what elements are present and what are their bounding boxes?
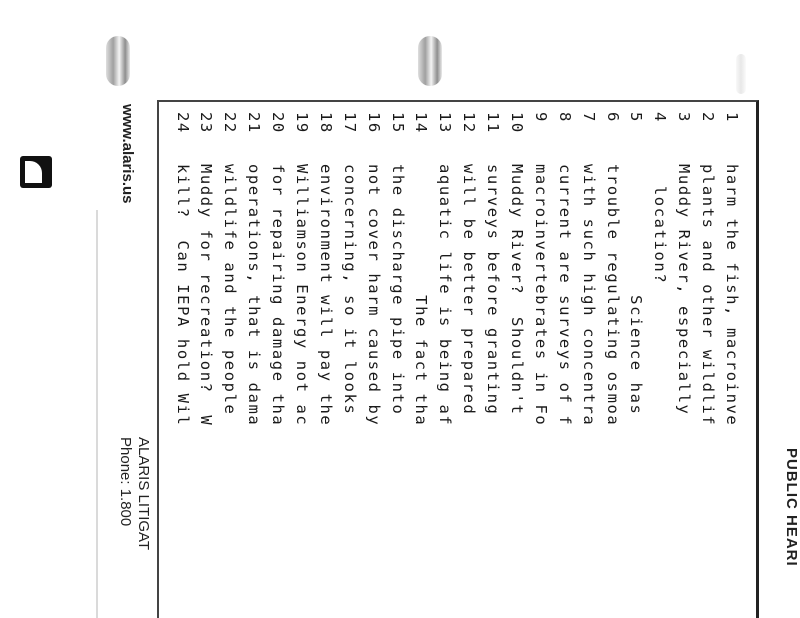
line-text: Muddy River? Shouldn't — [507, 164, 526, 416]
line-number: 10 — [507, 112, 526, 134]
line-text: current are surveys of f — [555, 164, 574, 427]
firm-website-link[interactable]: www.alaris.us — [119, 104, 136, 204]
transcript-line — [480, 112, 504, 426]
transcript-line — [361, 112, 385, 426]
line-number: 9 — [531, 112, 550, 123]
transcript-line — [289, 112, 313, 426]
binder-hole — [736, 54, 746, 94]
line-text: location? — [651, 164, 670, 285]
line-number: 15 — [388, 112, 407, 134]
transcript-line — [647, 112, 671, 426]
line-text: operations, that is dama — [245, 164, 264, 427]
firm-phone: Phone: 1.800 — [117, 437, 134, 527]
transcript-line — [671, 112, 695, 426]
line-number: 2 — [699, 112, 718, 123]
line-number: 8 — [555, 112, 574, 123]
line-text: macroinvertebrates in Fo — [531, 164, 550, 427]
transcript-line — [217, 112, 241, 426]
transcript-line — [528, 112, 552, 426]
line-text: Muddy for recreation? W — [197, 164, 216, 427]
line-text: for repairing damage tha — [269, 164, 288, 427]
transcript-line — [432, 112, 456, 426]
line-number: 16 — [364, 112, 383, 134]
transcript-lines — [170, 112, 743, 426]
binder-hole — [418, 36, 442, 86]
line-number: 18 — [316, 112, 335, 134]
line-number: 7 — [579, 112, 598, 123]
margin-rule — [96, 210, 98, 618]
line-text: wildlife and the people — [221, 164, 240, 416]
line-number: 17 — [340, 112, 359, 134]
transcript-line — [337, 112, 361, 426]
line-number: 5 — [627, 112, 646, 123]
transcript-line — [265, 112, 289, 426]
line-text: kill? Can IEPA hold Wil — [173, 164, 192, 427]
line-text: Science has — [627, 164, 646, 416]
line-text: Williamson Energy not ac — [292, 164, 311, 427]
transcript-line — [719, 112, 743, 426]
transcript-line — [241, 112, 265, 426]
transcript-line — [504, 112, 528, 426]
transcript-line — [552, 112, 576, 426]
line-number: 12 — [460, 112, 479, 134]
firm-name: ALARIS LITIGAT — [135, 437, 152, 551]
line-number: 6 — [603, 112, 622, 123]
line-text: Muddy River, especially — [675, 164, 694, 416]
page-header-title: PUBLIC HEARI — [783, 448, 800, 567]
line-text: the discharge pipe into — [388, 164, 407, 416]
firm-info — [116, 437, 152, 550]
line-number: 1 — [723, 112, 741, 123]
transcript-line — [456, 112, 480, 426]
line-number: 14 — [412, 112, 431, 134]
transcript-line — [170, 112, 194, 426]
line-number: 19 — [292, 112, 311, 134]
line-text: not cover harm caused by — [364, 164, 383, 427]
line-text: environment will pay the — [316, 164, 335, 427]
line-number: 3 — [675, 112, 694, 123]
line-text: aquatic life is being af — [436, 164, 455, 427]
line-number: 20 — [269, 112, 288, 134]
transcript-line — [600, 112, 624, 426]
line-text: with such high concentra — [579, 164, 598, 427]
line-text: trouble regulating osmoa — [603, 164, 622, 427]
transcript-line — [385, 112, 409, 426]
line-text: will be better prepared — [460, 164, 479, 416]
line-number: 24 — [173, 112, 192, 134]
line-number: 21 — [245, 112, 264, 134]
transcript-line — [695, 112, 719, 426]
line-number: 13 — [436, 112, 455, 134]
transcript-line — [313, 112, 337, 426]
line-number: 4 — [651, 112, 670, 123]
line-text: harm the fish, macroinve — [723, 164, 741, 427]
line-text: plants and other wildlif — [699, 164, 718, 427]
transcript-line — [194, 112, 218, 426]
transcript-line — [576, 112, 600, 426]
line-text: The fact tha — [412, 164, 431, 427]
line-text: concerning, so it looks — [340, 164, 359, 416]
line-number: 23 — [197, 112, 216, 134]
transcript-line — [409, 112, 433, 426]
firm-logo-icon — [20, 156, 52, 188]
line-number: 22 — [221, 112, 240, 134]
line-number: 11 — [484, 112, 503, 134]
binder-hole — [106, 36, 130, 86]
transcript-line — [624, 112, 648, 426]
line-text: surveys before granting — [484, 164, 503, 416]
